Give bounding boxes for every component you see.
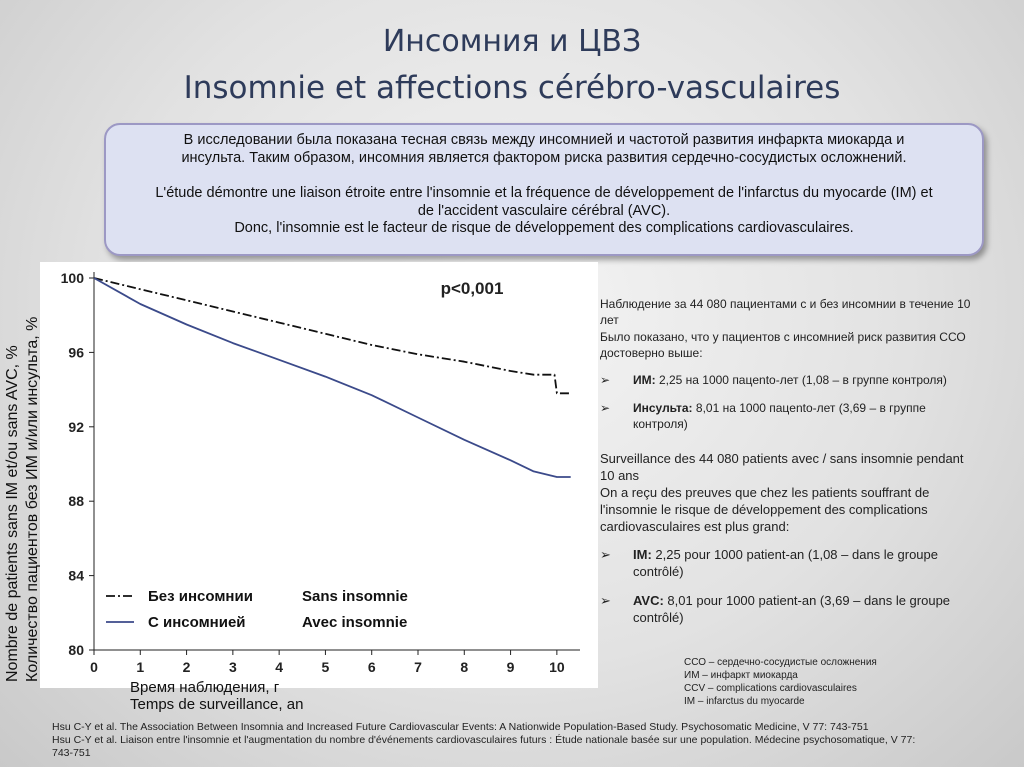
legend-label-fr: Avec insomnie xyxy=(302,614,408,631)
y-tick-label: 96 xyxy=(68,344,84,361)
legend-label-ru: Без инсомнии xyxy=(148,588,253,605)
findings-fr-p2: On a reçu des preuves que chez les patients souffrant de l'insomnie le risque de développement des complications cardiovasculaires est plus grand: xyxy=(600,485,930,534)
x-tick-label: 9 xyxy=(506,659,515,675)
x-tick-label: 4 xyxy=(275,659,284,675)
x-axis-label-fr: Temps de surveillance, an xyxy=(130,696,304,713)
abbreviation-item: ИМ – инфаркт миокарда xyxy=(684,670,798,681)
x-axis-label-ru: Время наблюдения, г xyxy=(130,679,280,696)
x-tick-label: 6 xyxy=(367,659,376,675)
arrow-bullet-icon: ➢ xyxy=(600,593,611,608)
slide-title-fr: Insomnie et affections cérébro-vasculaires xyxy=(183,70,841,106)
reference-en: Hsu C-Y et al. The Association Between Insomnia and Increased Future Cardiovascular Events: A Nationwide Population-Based Study. Psychosomatic Medicine, V 77: 743-751 xyxy=(52,721,869,733)
x-tick-label: 8 xyxy=(460,659,469,675)
x-tick-label: 2 xyxy=(182,659,191,675)
legend-label-fr: Sans insomnie xyxy=(302,588,408,605)
y-tick-label: 80 xyxy=(68,642,84,658)
findings-fr-bullet-avc: ➢ AVC: 8,01 pour 1000 patient-an (3,69 – dans le groupe contrôlé) xyxy=(600,593,951,625)
series-line-insomnia xyxy=(94,278,571,477)
p-value-annotation: p<0,001 xyxy=(440,279,504,298)
summary-fr-line1: L'étude démontre une liaison étroite entre l'insomnie et la fréquence de développement de l'infarctus du myocarde (IM) et xyxy=(155,185,933,201)
slide-title-ru: Инсомния и ЦВЗ xyxy=(382,24,642,59)
y-tick-label: 100 xyxy=(60,270,84,286)
findings-panel xyxy=(600,296,980,626)
x-tick-label: 10 xyxy=(549,659,565,675)
findings-ru-bullet-mi: ➢ ИМ: 2,25 на 1000 пацento-лет (1,08 – в группе контроля) xyxy=(600,373,947,387)
findings-ru-bullet-stroke: ➢ Инсульта: 8,01 на 1000 пацento-лет (3,69 – в группе контроля) xyxy=(600,401,926,431)
x-tick-label: 5 xyxy=(321,659,330,675)
summary-ru-line1: В исследовании была показана тесная связь между инсомнией и частотой развития инфаркта миокарда и xyxy=(183,132,905,148)
references xyxy=(52,721,932,760)
y-tick-label: 88 xyxy=(68,493,84,510)
abbreviation-item: ССО – сердечно-сосудистые осложнения xyxy=(684,657,877,668)
reference-fr: Hsu C-Y et al. Liaison entre l'insomnie et l'augmentation du nombre d'événements cardiovasculaires futurs : Étude nationale basée sur une population. Médecine psychosomatique, V 77: 743-751 xyxy=(52,734,916,759)
y-tick-label: 92 xyxy=(68,418,84,435)
x-tick-label: 0 xyxy=(90,659,98,675)
y-axis-label-fr: Nombre de patients sans IM et/ou sans AVC, % xyxy=(4,345,21,682)
arrow-bullet-icon: ➢ xyxy=(600,373,611,387)
y-axis-label-ru: Количество пациентов без ИМ и/или инсульта, % xyxy=(24,316,41,682)
summary-ru-line2: инсульта. Таким образом, инсомния является фактором риска развития сердечно-сосудистых осложнений. xyxy=(181,149,907,166)
x-tick-label: 7 xyxy=(414,659,422,675)
y-tick-label: 84 xyxy=(68,567,84,584)
abbreviation-item: IM – infarctus du myocarde xyxy=(684,696,805,707)
findings-ru-p1: Наблюдение за 44 080 пациентами с и без инсомнии в течение 10 лет xyxy=(600,297,971,327)
legend-label-ru: С инсомнией xyxy=(148,614,246,631)
findings-ru-p2: Было показано, что у пациентов с инсомнией риск развития ССО достоверно выше: xyxy=(600,330,966,360)
findings-fr-bullet-im: ➢ IM: 2,25 pour 1000 patient-an (1,08 – dans le groupe contrôlé) xyxy=(600,547,938,579)
x-tick-label: 3 xyxy=(228,659,237,675)
survival-chart xyxy=(40,262,598,688)
y-axis-labels xyxy=(2,262,44,682)
arrow-bullet-icon: ➢ xyxy=(600,401,611,415)
abbreviations xyxy=(684,656,877,708)
arrow-bullet-icon: ➢ xyxy=(600,547,611,562)
summary-fr-line3: Donc, l'insomnie est le facteur de risque de développement des complications cardiovasculaires. xyxy=(234,220,854,236)
summary-fr-line2: de l'accident vasculaire cérébral (AVC). xyxy=(417,202,671,219)
findings-fr-p1: Surveillance des 44 080 patients avec / sans insomnie pendant 10 ans xyxy=(600,451,964,483)
x-tick-label: 1 xyxy=(136,659,145,675)
summary-box xyxy=(104,123,984,256)
abbreviation-item: CCV – complications cardiovasculaires xyxy=(684,683,857,694)
